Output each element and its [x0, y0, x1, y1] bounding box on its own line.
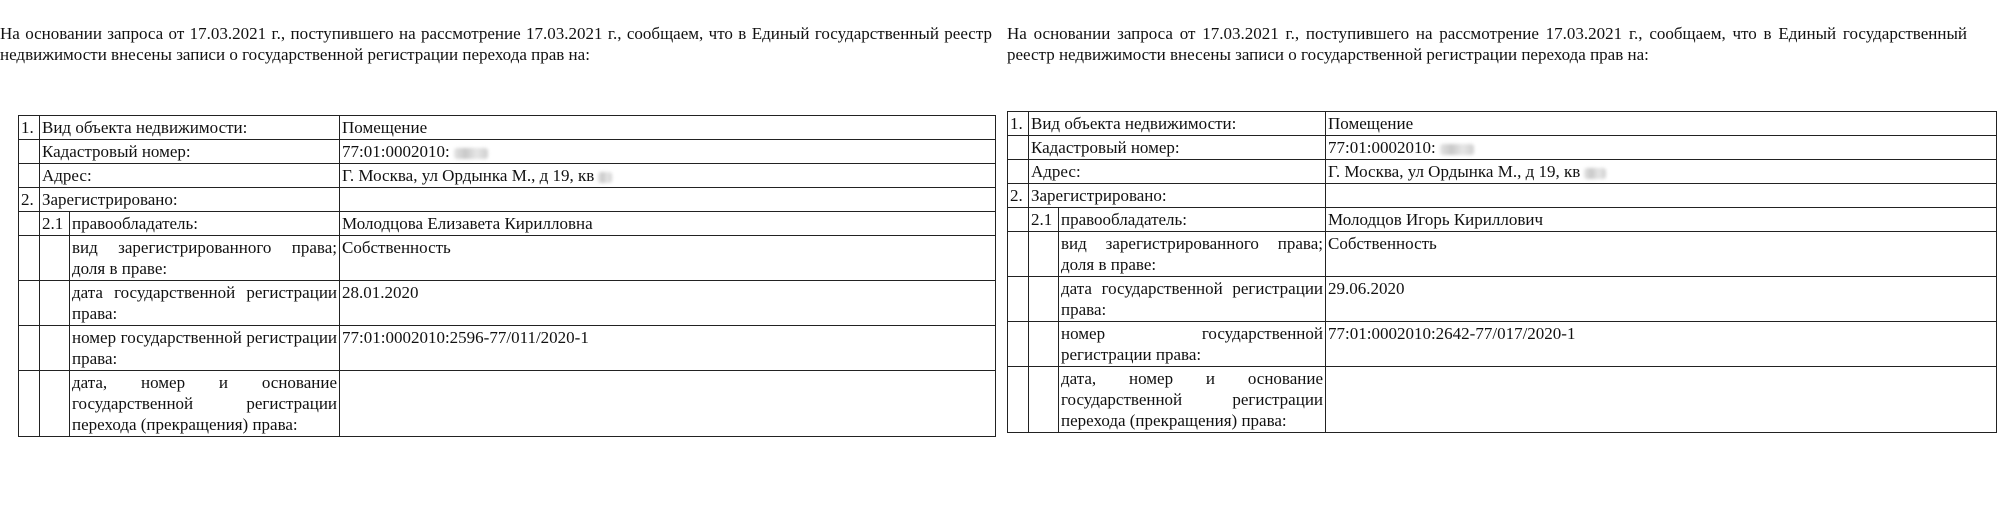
section-number: 2.: [1008, 184, 1029, 208]
right-document: [1007, 0, 1967, 510]
cadastral-cell: [1326, 136, 1997, 160]
transfer-value: [1326, 367, 1997, 433]
object-type-value: Помещение: [340, 116, 996, 140]
empty-cell: [1029, 277, 1059, 322]
redacted-mark: [598, 172, 612, 183]
cadastral-cell: [340, 140, 996, 164]
reg-date-label: дата государственной регистрации права:: [70, 281, 340, 326]
empty-cell: [1008, 136, 1029, 160]
cadastral-value: 77:01:0002010:: [1328, 138, 1436, 157]
holder-label: правообладатель:: [70, 212, 340, 236]
empty-cell: [19, 212, 40, 236]
registry-table: [1007, 111, 1997, 433]
holder-label: правообладатель:: [1059, 208, 1326, 232]
empty-cell: [1029, 367, 1059, 433]
reg-date-value: 28.01.2020: [340, 281, 996, 326]
empty-cell: [1029, 232, 1059, 277]
empty-cell: [1008, 208, 1029, 232]
holder-value: Молодцова Елизавета Кирилловна: [340, 212, 996, 236]
intro-paragraph: На основании запроса от 17.03.2021 г., поступившего на рассмотрение 17.03.2021 г., сообщаем, что в Единый государственный реестр недвижимости внесены записи о государственной регистрации перехода прав на:: [1007, 24, 1967, 64]
empty-cell: [1008, 232, 1029, 277]
cadastral-value: 77:01:0002010:: [342, 142, 450, 161]
address-cell: [340, 164, 996, 188]
subsection-number: 2.1: [1029, 208, 1059, 232]
empty-cell: [1029, 322, 1059, 367]
section-number: 2.: [19, 188, 40, 212]
empty-cell: [19, 326, 40, 371]
right-type-value: Собственность: [340, 236, 996, 281]
transfer-value: [340, 371, 996, 437]
reg-number-value: 77:01:0002010:2642-77/017/2020-1: [1326, 322, 1997, 367]
registry-table: [18, 115, 996, 437]
empty-cell: [1008, 367, 1029, 433]
right-type-label: вид зарегистрированного права; доля в праве:: [70, 236, 340, 281]
empty-cell: [1008, 160, 1029, 184]
empty-cell: [19, 236, 40, 281]
object-type-label: Вид объекта недвижимости:: [1029, 112, 1326, 136]
reg-date-label: дата государственной регистрации права:: [1059, 277, 1326, 322]
empty-cell: [1326, 184, 1997, 208]
address-cell: [1326, 160, 1997, 184]
reg-date-value: 29.06.2020: [1326, 277, 1997, 322]
empty-cell: [40, 326, 70, 371]
intro-paragraph: На основании запроса от 17.03.2021 г., поступившего на рассмотрение 17.03.2021 г., сообщаем, что в Единый государственный реестр недвижимости внесены записи о государственной регистрации перехода прав на:: [0, 24, 992, 64]
right-type-value: Собственность: [1326, 232, 1997, 277]
section-number: 1.: [19, 116, 40, 140]
empty-cell: [40, 236, 70, 281]
reg-number-label: номер государственной регистрации права:: [1059, 322, 1326, 367]
empty-cell: [19, 371, 40, 437]
reg-number-label: номер государственной регистрации права:: [70, 326, 340, 371]
empty-cell: [1008, 277, 1029, 322]
object-type-value: Помещение: [1326, 112, 1997, 136]
address-value: Г. Москва, ул Ордынка М., д 19, кв: [342, 166, 595, 185]
empty-cell: [340, 188, 996, 212]
redacted-mark: [1440, 144, 1474, 155]
section-number: 1.: [1008, 112, 1029, 136]
holder-value: Молодцов Игорь Кириллович: [1326, 208, 1997, 232]
reg-number-value: 77:01:0002010:2596-77/011/2020-1: [340, 326, 996, 371]
address-value: Г. Москва, ул Ордынка М., д 19, кв: [1328, 162, 1581, 181]
registered-label: Зарегистрировано:: [1029, 184, 1326, 208]
empty-cell: [1008, 322, 1029, 367]
empty-cell: [40, 281, 70, 326]
registered-label: Зарегистрировано:: [40, 188, 340, 212]
cadastral-label: Кадастровый номер:: [1029, 136, 1326, 160]
subsection-number: 2.1: [40, 212, 70, 236]
redacted-mark: [1584, 168, 1606, 179]
empty-cell: [40, 371, 70, 437]
empty-cell: [19, 281, 40, 326]
address-label: Адрес:: [40, 164, 340, 188]
right-type-label: вид зарегистрированного права; доля в праве:: [1059, 232, 1326, 277]
empty-cell: [19, 164, 40, 188]
empty-cell: [19, 140, 40, 164]
cadastral-label: Кадастровый номер:: [40, 140, 340, 164]
object-type-label: Вид объекта недвижимости:: [40, 116, 340, 140]
address-label: Адрес:: [1029, 160, 1326, 184]
transfer-label: дата, номер и основание государственной регистрации перехода (прекращения) права:: [1059, 367, 1326, 433]
transfer-label: дата, номер и основание государственной регистрации перехода (прекращения) права:: [70, 371, 340, 437]
redacted-mark: [454, 148, 488, 159]
